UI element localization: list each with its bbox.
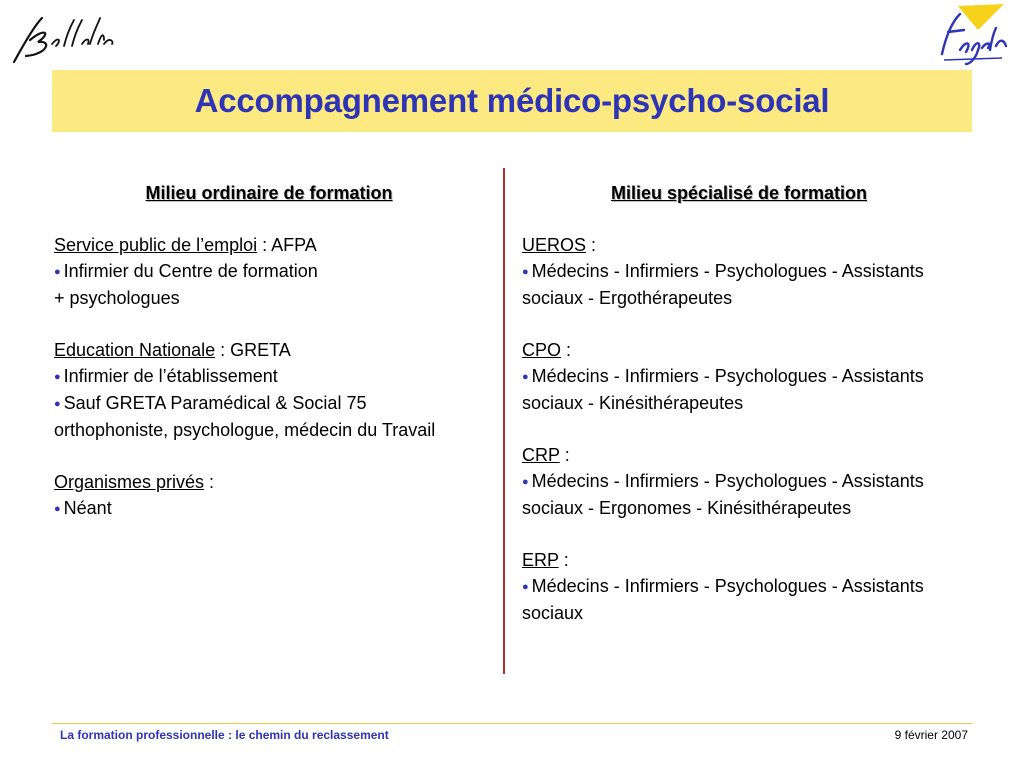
- footer-date: 9 février 2007: [894, 728, 968, 742]
- belle-alliance-logo: [8, 10, 118, 68]
- bullet-icon: ●: [522, 266, 529, 278]
- footer-divider: [52, 723, 972, 724]
- section-suffix: :: [586, 235, 597, 255]
- list-item: Infirmier du Centre de formation: [63, 261, 318, 281]
- list-item: orthophoniste, psychologue, médecin du Travail: [54, 420, 436, 440]
- section-label: Education Nationale: [54, 340, 216, 360]
- section-organismes-prives: [54, 469, 474, 522]
- bullet-icon: ●: [54, 266, 61, 278]
- bullet-icon: ●: [54, 398, 61, 410]
- fagerh-logo: [930, 2, 1012, 66]
- bullet-icon: ●: [522, 371, 529, 383]
- section-service-public: [54, 232, 474, 311]
- section-label: UEROS: [522, 235, 587, 255]
- section-label: CPO: [522, 340, 562, 360]
- list-item: Sauf GRETA Paramédical & Social 75: [63, 393, 367, 413]
- list-item: Infirmier de l’établissement: [63, 366, 278, 386]
- column-divider: [503, 168, 505, 674]
- list-item: Néant: [63, 498, 112, 518]
- section-suffix: : AFPA: [257, 235, 317, 255]
- list-item: Médecins - Infirmiers - Psychologues - Assistants sociaux - Ergothérapeutes: [522, 261, 924, 308]
- section-education-nationale: [54, 337, 474, 443]
- left-column: [54, 180, 474, 548]
- bullet-icon: ●: [522, 581, 529, 593]
- right-column: [522, 180, 982, 652]
- section-crp: [522, 442, 982, 521]
- section-label: CRP: [522, 445, 560, 465]
- left-column-heading: Milieu ordinaire de formation: [145, 183, 393, 203]
- title-banner: [52, 70, 972, 132]
- list-item: Médecins - Infirmiers - Psychologues - Assistants sociaux: [522, 576, 924, 623]
- section-ueros: [522, 232, 982, 311]
- section-suffix: :: [558, 550, 569, 570]
- bullet-icon: ●: [522, 476, 529, 488]
- section-suffix: :: [204, 472, 215, 492]
- bullet-icon: ●: [54, 503, 61, 515]
- footer-title: La formation professionnelle : le chemin du reclassement: [60, 728, 389, 742]
- section-suffix: :: [559, 445, 570, 465]
- bullet-icon: ●: [54, 371, 61, 383]
- section-suffix: : GRETA: [215, 340, 291, 360]
- section-suffix: :: [561, 340, 572, 360]
- right-column-heading: Milieu spécialisé de formation: [610, 183, 868, 203]
- section-label: ERP: [522, 550, 559, 570]
- list-item: + psychologues: [54, 288, 180, 308]
- list-item: Médecins - Infirmiers - Psychologues - Assistants sociaux - Ergonomes - Kinésithérapeutes: [522, 471, 924, 518]
- section-label: Service public de l’emploi: [54, 235, 258, 255]
- page-title: Accompagnement médico-psycho-social: [194, 82, 830, 119]
- list-item: Médecins - Infirmiers - Psychologues - Assistants sociaux - Kinésithérapeutes: [522, 366, 924, 413]
- section-erp: [522, 547, 982, 626]
- section-label: Organismes privés: [54, 472, 205, 492]
- section-cpo: [522, 337, 982, 416]
